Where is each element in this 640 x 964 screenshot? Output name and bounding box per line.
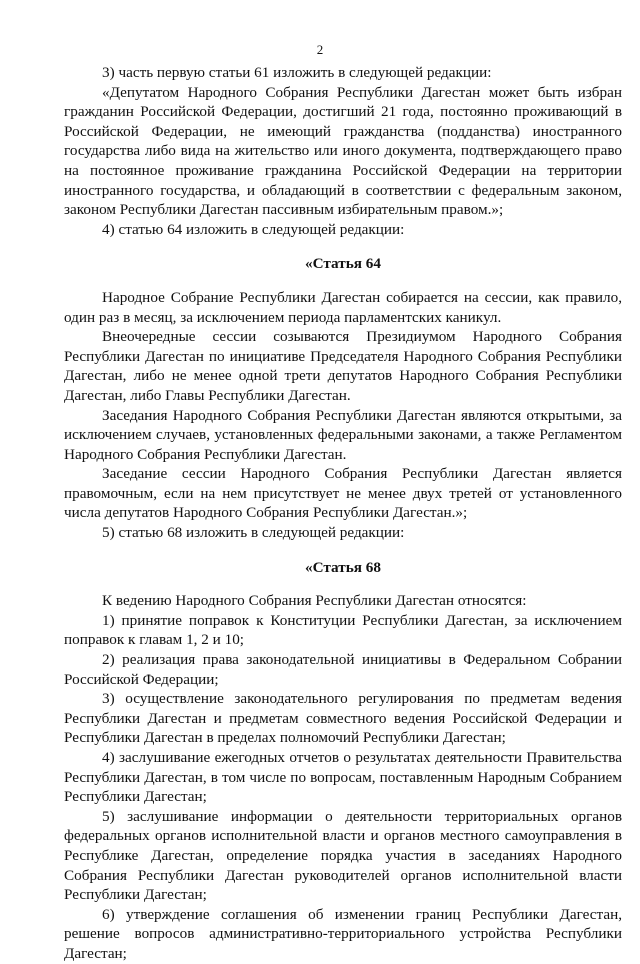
paragraph: 4) заслушивание ежегодных отчетов о результатах деятельности Правительства Республики Дагестан, в том числе по вопросам, поставленным Народным Собранием Республики Дагестан; [64, 749, 622, 806]
paragraph: Заседания Народного Собрания Республики Дагестан являются открытыми, за исключением случаев, установленных федеральными законами, а также Регламентом Народного Собрания Республики Дагестан. [64, 406, 622, 463]
paragraph: Заседание сессии Народного Собрания Республики Дагестан является правомочным, если на нем присутствует не менее двух третей от установленного числа депутатов Народного Собрания Республики Дагестан.»; [64, 465, 622, 522]
paragraph: «Депутатом Народного Собрания Республики Дагестан может быть избран гражданин Российской Федерации, достигший 21 года, постоянно проживающий в Российской Федерации, не имеющий гражданства (подданства) иностранного государства либо вида на жительство или иного документа, подтверждающего право на постоянное проживание гражданина Российской Федерации на территории иностранного государства, и обладающий в соответствии с федеральным законом, законом Республики Дагестан пассивным избирательным правом.»; [64, 83, 622, 219]
article-64-heading: «Статья 64 [305, 255, 381, 273]
paragraph: 3) часть первую статьи 61 изложить в следующей редакции: [102, 64, 492, 81]
paragraph: 3) осуществление законодательного регулирования по предметам ведения Республики Дагестан и предметам совместного ведения Российской Федерации и Республики Дагестан в пределах полномочий Республики Дагестан; [64, 690, 622, 747]
paragraph: 2) реализация права законодательной инициативы в Федеральном Собрании Российской Федерации; [64, 651, 622, 688]
paragraph: 6) утверждение соглашения об изменении границ Республики Дагестан, решение вопросов административно-территориального устройства Республики Дагестан; [64, 905, 622, 962]
page-number: 2 [316, 42, 324, 57]
paragraph: 1) принятие поправок к Конституции Республики Дагестан, за исключением поправок к главам 1, 2 и 10; [64, 611, 622, 649]
paragraph: К ведению Народного Собрания Республики Дагестан относятся: [102, 592, 527, 610]
paragraph: Внеочередные сессии созываются Президиумом Народного Собрания Республики Дагестан по инициативе Председателя Народного Собрания Республики Дагестан, либо не менее одной трети депутатов Народного Собрания Республики Дагестан, либо Главы Республики Дагестан. [64, 328, 622, 404]
document-body [64, 63, 622, 964]
paragraph: 5) заслушивание информации о деятельности территориальных органов федеральных органов исполнительной власти и органов местного самоуправления в Республике Дагестан, определение порядка участия в заседаниях Народного Собрания Республики Дагестан руководителей органов исполнительной власти Республики Дагестан; [64, 807, 622, 904]
paragraph: Народное Собрание Республики Дагестан собирается на сессии, как правило, один раз в месяц, за исключением периода парламентских каникул. [64, 288, 622, 326]
paragraph: 5) статью 68 изложить в следующей редакции: [102, 524, 405, 542]
article-68-heading: «Статья 68 [305, 558, 381, 576]
paragraph: 4) статью 64 изложить в следующей редакции: [102, 220, 405, 238]
